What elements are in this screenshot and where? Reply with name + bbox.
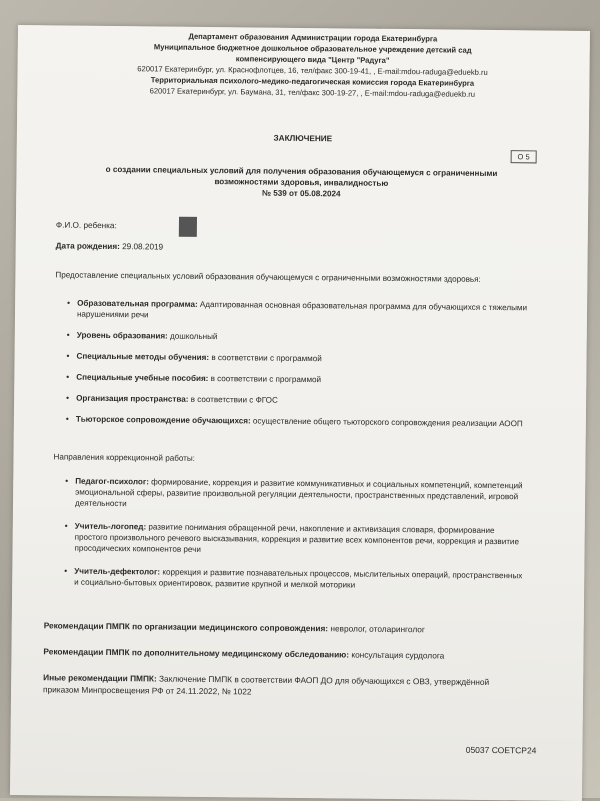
correction-intro: Направления коррекционной работы: (53, 452, 196, 463)
header-institution-type: компенсирующего вида "Центр "Радуга" (235, 54, 390, 65)
conditions-list (66, 298, 527, 430)
list-item: • Организация пространства: в соответствии с ФГОС (66, 393, 526, 409)
child-name-label: Ф.И.О. ребенка: (55, 220, 117, 231)
medical-support-recommendation: Рекомендации ПМПК по организации медицинского сопровождения: невролог, отоларинголог (43, 620, 425, 635)
list-item: • Тьюторское сопровождение обучающихся: осуществление общего тьюторского сопровождения реализации АООП (66, 414, 526, 430)
birth-date-value: 29.08.2019 (122, 242, 164, 252)
header-address-2: 620017 Екатеринбург, ул. Баумана, 31, тел/факс 300-19-27, , E-mail:mdou-raduga@eduekb.ru (149, 86, 476, 99)
header-commission: Территориальная психолого-медико-педагогическая комиссия города Екатеринбурга (150, 75, 475, 88)
header-institution: Муниципальное бюджетное дошкольное образовательное учреждение детский сад (153, 42, 472, 55)
document-title: ЗАКЛЮЧЕНИЕ (273, 133, 333, 144)
header-address-1: 620017 Екатеринбург, ул. Краснофлотцев, 16, тел/факс 300-19-41, , E-mail:mdou-raduga@eduekb.ru (137, 64, 488, 77)
conditions-intro: Предоставление специальных условий образования обучающемуся с ограниченными возможностями здоровья: (55, 270, 481, 284)
subject-line-1: о создании специальных условий для получения образования обучающемуся с ограниченными (105, 164, 498, 179)
list-item: • Специальные учебные пособия: в соответствии с программой (66, 372, 526, 388)
footer-code: 05037 СОЕТСР24 (465, 744, 537, 756)
list-item: • Учитель-дефектолог: коррекция и развитие познавательных процессов, мыслительных операций, пространственных и социально-бытовых ориентировок, развитие крупной и мелкой моторики (64, 566, 526, 593)
birth-date-label: Дата рождения: (55, 241, 120, 252)
conditions-section (66, 298, 527, 430)
other-recommendations: Иные рекомендации ПМПК: Заключение ПМПК в соответствии ФАОП ДО для обучающихся с ОВЗ, утверждённой приказом Минпросвещения РФ от 24.11.2022, № 1022 (43, 672, 490, 697)
redacted-name (179, 217, 197, 237)
correction-section (64, 476, 527, 593)
letterhead (77, 30, 548, 101)
list-item: • Уровень образования: дошкольный (67, 330, 527, 346)
document-stamp: О 5 (511, 150, 537, 163)
header-department: Департамент образования Администрации города Екатеринбурга (188, 31, 438, 44)
list-item: • Образовательная программа: Адаптированная основная образовательная программа для обучающихся с тяжелыми нарушениями речи (67, 298, 527, 325)
birth-date-row (56, 241, 164, 251)
document-subject (56, 163, 546, 201)
correction-list (64, 476, 527, 593)
list-item: • Педагог-психолог: формирование, коррекция и развитие коммуникативных и социальных компетенций, компетенций эмоциональной сферы, развитие произвольной регуляции деятельности, пространственных представлений, игровой деятельности (65, 476, 527, 514)
document-number: № 539 от 05.08.2024 (261, 188, 341, 199)
child-name-row (56, 215, 197, 236)
document-page (10, 25, 590, 801)
medical-exam-recommendation: Рекомендации ПМПК по дополнительному медицинскому обследованию: консультация сурдолога (43, 646, 445, 661)
subject-line-2: возможностями здоровья, инвалидностью (214, 177, 389, 188)
list-item: • Специальные методы обучения: в соответствии с программой (66, 351, 526, 367)
list-item: • Учитель-логопед: развитие понимания обращенной речи, накопление и активизация словаря, формирование простого произвольного речевого высказывания, коррекция и развитие всех компонентов речи, коррекция и развитие просодических компонентов речи (64, 521, 526, 559)
